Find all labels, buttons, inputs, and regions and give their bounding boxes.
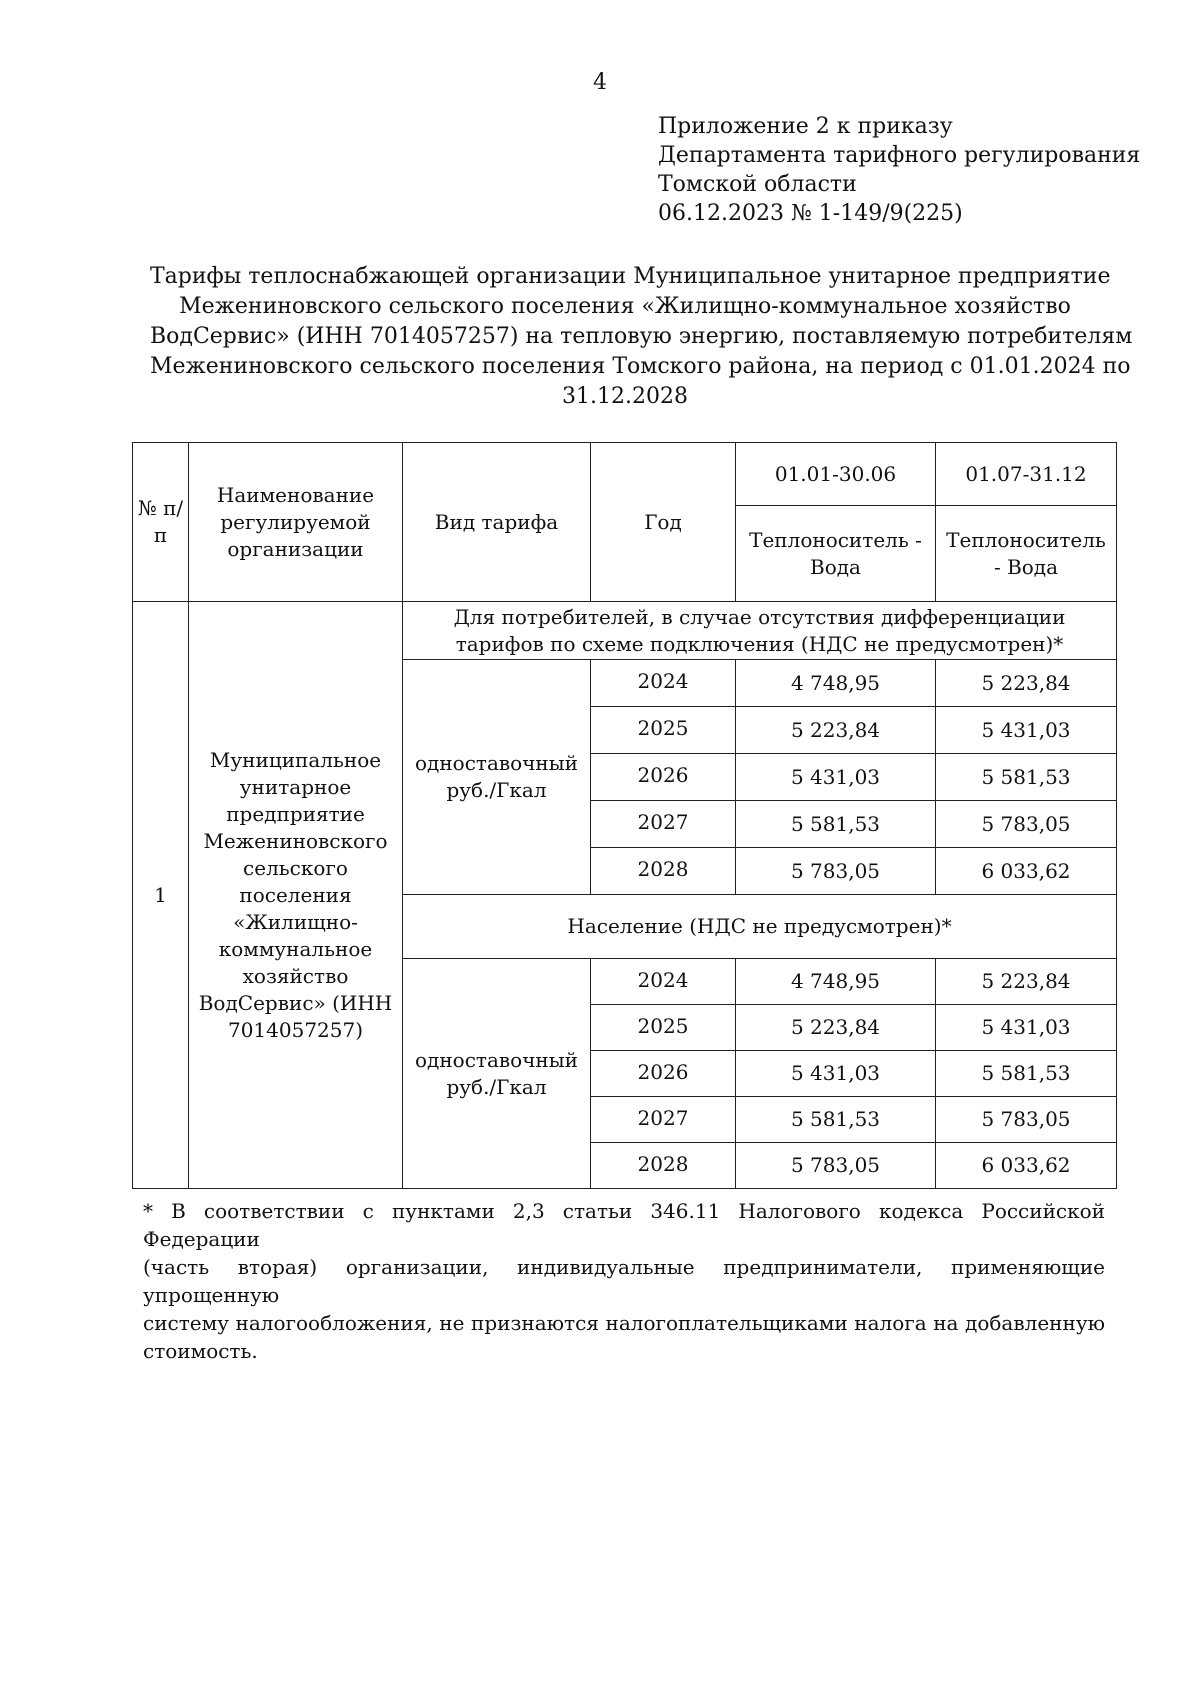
title-line: Межениновского сельского поселения «Жилищно-коммунальное хозяйство [179, 294, 1071, 319]
tariff-first-half-cell: 5 783,05 [736, 848, 936, 895]
header-year: Год [591, 443, 736, 602]
header-organization: Наименование регулируемой организации [189, 443, 403, 602]
footnote [143, 1197, 1105, 1365]
header-row [133, 443, 1117, 506]
organization-name: Муниципальное унитарное предприятие Межениновского сельского поселения «Жилищно-коммунальное хозяйство ВодСервис» (ИНН 7014057257) [189, 602, 403, 1189]
document-title [150, 262, 1133, 412]
year-cell: 2027 [591, 1097, 736, 1143]
tariff-first-half-cell: 5 223,84 [736, 1005, 936, 1051]
year-cell: 2027 [591, 801, 736, 848]
header-number: № п/п [133, 443, 189, 602]
tariff-first-half-cell: 5 431,03 [736, 1051, 936, 1097]
tariff-second-half-cell: 5 581,53 [936, 754, 1117, 801]
footnote-line: стоимость. [143, 1339, 258, 1363]
header-carrier-second-half: Теплоноситель - Вода [936, 506, 1117, 602]
tariff-second-half-cell: 5 783,05 [936, 1097, 1117, 1143]
title-line: Тарифы теплоснабжающей организации Муниципальное унитарное предприятие [150, 264, 1111, 289]
section-heading-population: Население (НДС не предусмотрен)* [403, 895, 1117, 959]
tariff-first-half-cell: 4 748,95 [736, 660, 936, 707]
title-line: 31.12.2028 [562, 384, 688, 409]
tariff-second-half-cell: 5 223,84 [936, 959, 1117, 1005]
appendix-line: Приложение 2 к приказу [658, 114, 953, 139]
tariff-first-half-cell: 5 223,84 [736, 707, 936, 754]
tariff-second-half-cell: 5 431,03 [936, 707, 1117, 754]
title-line: ВодСервис» (ИНН 7014057257) на тепловую энергию, поставляемую потребителям [150, 324, 1133, 349]
tariff-first-half-cell: 5 431,03 [736, 754, 936, 801]
year-cell: 2028 [591, 1143, 736, 1189]
footnote-line: (часть вторая) организации, индивидуальные предприниматели, применяющие упрощенную [143, 1255, 1105, 1307]
tariff-second-half-cell: 5 581,53 [936, 1051, 1117, 1097]
year-cell: 2026 [591, 1051, 736, 1097]
header-period-first-half: 01.01-30.06 [736, 443, 936, 506]
year-cell: 2026 [591, 754, 736, 801]
page-number: 4 [593, 70, 607, 95]
year-cell: 2025 [591, 707, 736, 754]
header-period-second-half: 01.07-31.12 [936, 443, 1117, 506]
year-cell: 2024 [591, 959, 736, 1005]
tariff-second-half-cell: 5 431,03 [936, 1005, 1117, 1051]
title-line: Межениновского сельского поселения Томского района, на период с 01.01.2024 по [150, 354, 1131, 379]
tariff-type-cell: одноставочный руб./Гкал [403, 660, 591, 895]
year-cell: 2024 [591, 660, 736, 707]
year-cell: 2028 [591, 848, 736, 895]
tariff-table [132, 442, 1117, 1189]
tariff-second-half-cell: 5 783,05 [936, 801, 1117, 848]
tariff-first-half-cell: 4 748,95 [736, 959, 936, 1005]
appendix-line: Томской области [658, 172, 857, 197]
row-number: 1 [133, 602, 189, 1189]
appendix-reference [658, 112, 1140, 228]
tariff-type-cell: одноставочный руб./Гкал [403, 959, 591, 1189]
year-cell: 2025 [591, 1005, 736, 1051]
tariff-first-half-cell: 5 581,53 [736, 801, 936, 848]
tariff-second-half-cell: 6 033,62 [936, 1143, 1117, 1189]
section-heading-row [133, 602, 1117, 660]
tariff-first-half-cell: 5 783,05 [736, 1143, 936, 1189]
header-tariff-type: Вид тарифа [403, 443, 591, 602]
header-carrier-first-half: Теплоноситель - Вода [736, 506, 936, 602]
appendix-order-number: 06.12.2023 № 1-149/9(225) [658, 201, 963, 226]
appendix-line: Департамента тарифного регулирования [658, 143, 1141, 168]
tariff-first-half-cell: 5 581,53 [736, 1097, 936, 1143]
tariff-second-half-cell: 5 223,84 [936, 660, 1117, 707]
tariff-second-half-cell: 6 033,62 [936, 848, 1117, 895]
footnote-line: * В соответствии с пунктами 2,3 статьи 346.11 Налогового кодекса Российской Федерации [143, 1199, 1105, 1251]
section-heading-consumers: Для потребителей, в случае отсутствия дифференциации тарифов по схеме подключения (НДС не предусмотрен)* [403, 602, 1117, 660]
footnote-line: систему налогообложения, не признаются налогоплательщиками налога на добавленную [143, 1311, 1105, 1335]
